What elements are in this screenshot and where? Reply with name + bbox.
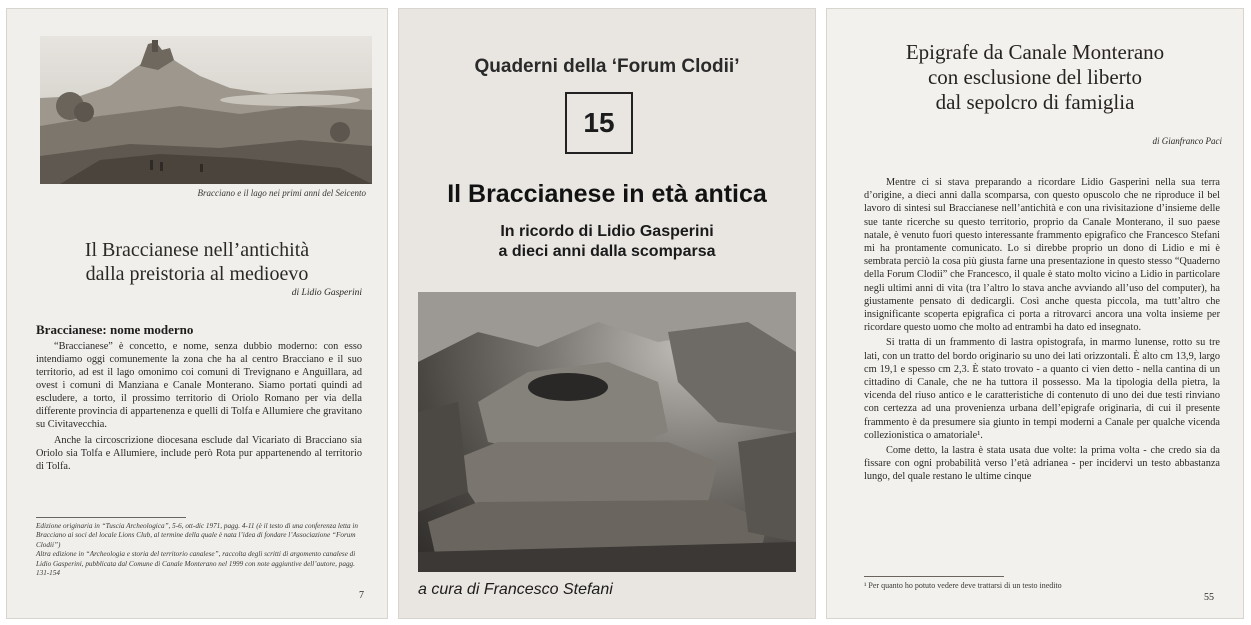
series-title: Quaderni della ‘Forum Clodii’	[474, 56, 740, 77]
book-title: Il Braccianese in età antica	[447, 180, 767, 208]
footnote: ¹ Per quanto ho potuto vedere deve trattarsi di un testo inedito	[864, 581, 1062, 590]
editor-credit: a cura di Francesco Stefani	[418, 581, 613, 598]
article-title-line: Epigrafe da Canale Monterano	[905, 40, 1165, 64]
book-subtitle-line: In ricordo di Lidio Gasperini	[500, 223, 714, 240]
paragraph: Come detto, la lastra è stata usata due volte: la prima volta - che credo sia da fissare con ogni probabilità verso l’età adrianea - per incidervi un testo abbastanza lungo, del quale restano le ultime cinque	[864, 445, 1220, 483]
engraving-illustration	[40, 36, 372, 184]
footnote-divider	[864, 576, 1004, 577]
chapter-author: di Lidio Gasperini	[291, 288, 362, 298]
image-caption: Bracciano e il lago nei primi anni del Seicento	[197, 188, 366, 198]
page-number: 55	[1204, 592, 1214, 603]
paragraph: Si tratta di un frammento di lastra opistografa, in marmo lunense, rotto su tre lati, con un tratto del bordo originario su uno dei lati orizzontali. È alto cm 13,9, largo cm 19,1 e spesso cm 2,3. È stato trovato - a quanto ci vien detto - nella cantina di un cittadino di Canale, che ne ha tuttora il possesso. Ma la tipologia della pietra, la vicenda del riuso antico e le caratteristiche di contenuto di uno dei due testi rinviano con certezza ad una provenienza urbana dell’epigrafe originaria, di cui il presente frammento è da presumere sia giunto in tempi moderni a Canale per qualche vicenda collezionistica o amatoriale¹.	[864, 337, 1220, 441]
article-title-line: dal sepolcro di famiglia	[935, 90, 1135, 114]
footnote-divider	[36, 517, 186, 518]
chapter-title	[6, 238, 388, 286]
paragraph: Mentre ci si stava preparando a ricordare Lidio Gasperini nella sua terra d’origine, a dieci anni dalla scomparsa, con questo opuscolo che ne riproduce il bel lavoro di sintesi sul Braccianese nell’antichità e con una rivisitazione d’insieme delle sue tante ricerche su questo territorio, proprio da Canale Monterano, il suo paese natale, è venuto fuori questo interessante frammento epigrafico che Francesco Stefani mi ha prontamente comunicato. Lo si direbbe proprio un dono di Lidio e mi è sembrata perciò la cosa più giusta farne una presentazione in questo stesso “Quaderno della Forum Clodii” che Francesco, il quale è stato molto vicino a Lidio in particolare negli ultimi anni di vita (tra l’altro lo stava anche avviando all’uso del computer), ha giustamente pensato di dedicargli. Così anche questa piccola, ma tutt’altro che insignificante scoperta epigrafica ci porta a ritrovarci ancora una volta insieme per ricordare questo uomo che molto ad entrambi ha dato ed insegnato.	[864, 177, 1220, 334]
paragraph: Anche la circoscrizione diocesana esclude dal Vicariato di Bracciano sia Oriolo sia Tolfa e Allumiere, include però Rota pur appartenendo al territorio di Tolfa.	[36, 435, 362, 472]
page-number: 7	[359, 590, 364, 601]
chapter-title-line: Il Braccianese nell’antichità	[84, 239, 310, 261]
rock-tomb-photo	[418, 292, 796, 572]
book-subtitle-line: a dieci anni dalla scomparsa	[498, 243, 716, 260]
book-page-right	[826, 8, 1244, 619]
footnotes	[36, 522, 366, 578]
chapter-title-line: dalla preistoria al medioevo	[85, 263, 309, 285]
issue-number-box: 15	[565, 92, 633, 154]
footnote: Edizione originaria in “Tuscia Archeologica”, 5-6, ott-dic 1971, pagg. 4-11 (è il testo di una conferenza letta in Bracciano ai soci del locale Lions Club, al termine della quale è nata l’idea di fondare l’Associazione “Forum Clodii”)	[36, 522, 359, 549]
landscape-engraving-image	[40, 36, 372, 184]
cover-photograph	[418, 292, 796, 572]
book-subtitle	[398, 222, 816, 262]
article-title	[826, 40, 1244, 115]
section-heading: Braccianese: nome moderno	[36, 322, 194, 337]
footnote: Altra edizione in “Archeologia e storia del territorio canalese”, raccolta degli scritti di argomento canalese di Lidio Gasperini, pubblicata dal Comune di Canale Monterano nel 1999 con note aggiuntive dell’autore, pagg. 131-154	[36, 550, 356, 578]
paragraph: “Braccianese” è concetto, e nome, senza dubbio moderno: con esso intendiamo oggi comunemente la zona che ha al centro Bracciano e il suo territorio, ad est il lago omonimo coi comuni di Trevignano e Anguillara, ad ovest i comuni di Manziana e Canale Monterano. Siamo portati quindi ad escludere, a torto, il prossimo territorio di Oriolo Romano per via della differente provincia di appartenenza e quelli di Tolfa e Allumiere che gravitano su Civitavecchia.	[36, 341, 362, 430]
article-author: di Gianfranco Paci	[1152, 136, 1222, 146]
book-page-left	[6, 8, 388, 619]
book-cover	[398, 8, 816, 619]
body-text	[36, 340, 362, 476]
article-title-line: con esclusione del liberto	[927, 65, 1143, 89]
body-text	[864, 176, 1220, 486]
